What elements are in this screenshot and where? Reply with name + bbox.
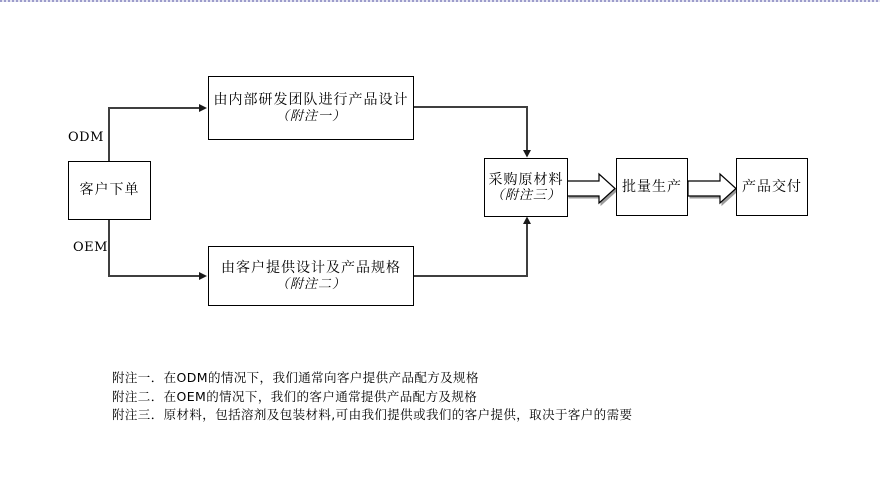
block-arrow-shadow [690, 176, 738, 205]
arrowhead-right-icon [199, 104, 207, 112]
connector-internal-to-procure [414, 107, 527, 150]
block-arrow-icon [688, 174, 736, 203]
branch-label-odm: ODM [68, 130, 104, 145]
box-footnote-ref: （附注一） [275, 108, 346, 124]
page-top-dotted-rule [0, 0, 880, 2]
footnote-1: 附注一．在ODM的情况下，我们通常向客户提供产品配方及规格 [112, 370, 479, 385]
box-mass-production [616, 158, 688, 216]
box-label: 采购原材料 [488, 171, 564, 188]
block-arrow-production-to-delivery [688, 174, 738, 205]
connector-oem-path [109, 220, 200, 276]
box-label: 产品交付 [742, 178, 802, 195]
footnote-3: 附注三．原材料，包括溶剂及包装材料,可由我们提供或我们的客户提供，取决于客户的需要 [112, 407, 633, 423]
box-procure-materials [484, 158, 568, 217]
box-label: 客户下单 [79, 182, 140, 199]
arrowhead-down-icon [523, 150, 531, 158]
block-arrow-shadow [569, 176, 617, 205]
box-label: 由客户提供设计及产品规格 [221, 260, 401, 277]
connector-odm-path [109, 108, 200, 161]
box-product-delivery [736, 158, 808, 216]
block-arrow-icon [567, 174, 615, 203]
arrowhead-up-icon [523, 217, 531, 225]
box-customer-order [68, 161, 151, 220]
box-label: 批量生产 [622, 178, 682, 195]
box-customer-design [208, 246, 414, 306]
arrowhead-right-icon [199, 272, 207, 280]
box-footnote-ref: （附注三） [490, 188, 561, 204]
box-footnote-ref: （附注二） [275, 276, 346, 292]
box-label: 由内部研发团队进行产品设计 [213, 92, 409, 109]
footnote-2: 附注二．在OEM的情况下，我们的客户通常提供产品配方及规格 [112, 388, 478, 404]
branch-label-oem: OEM [73, 240, 108, 255]
connector-oemdesign-to-procure [414, 224, 527, 276]
box-internal-design [208, 76, 414, 140]
block-arrow-procure-to-production [567, 174, 617, 205]
footnotes-block [112, 369, 632, 425]
